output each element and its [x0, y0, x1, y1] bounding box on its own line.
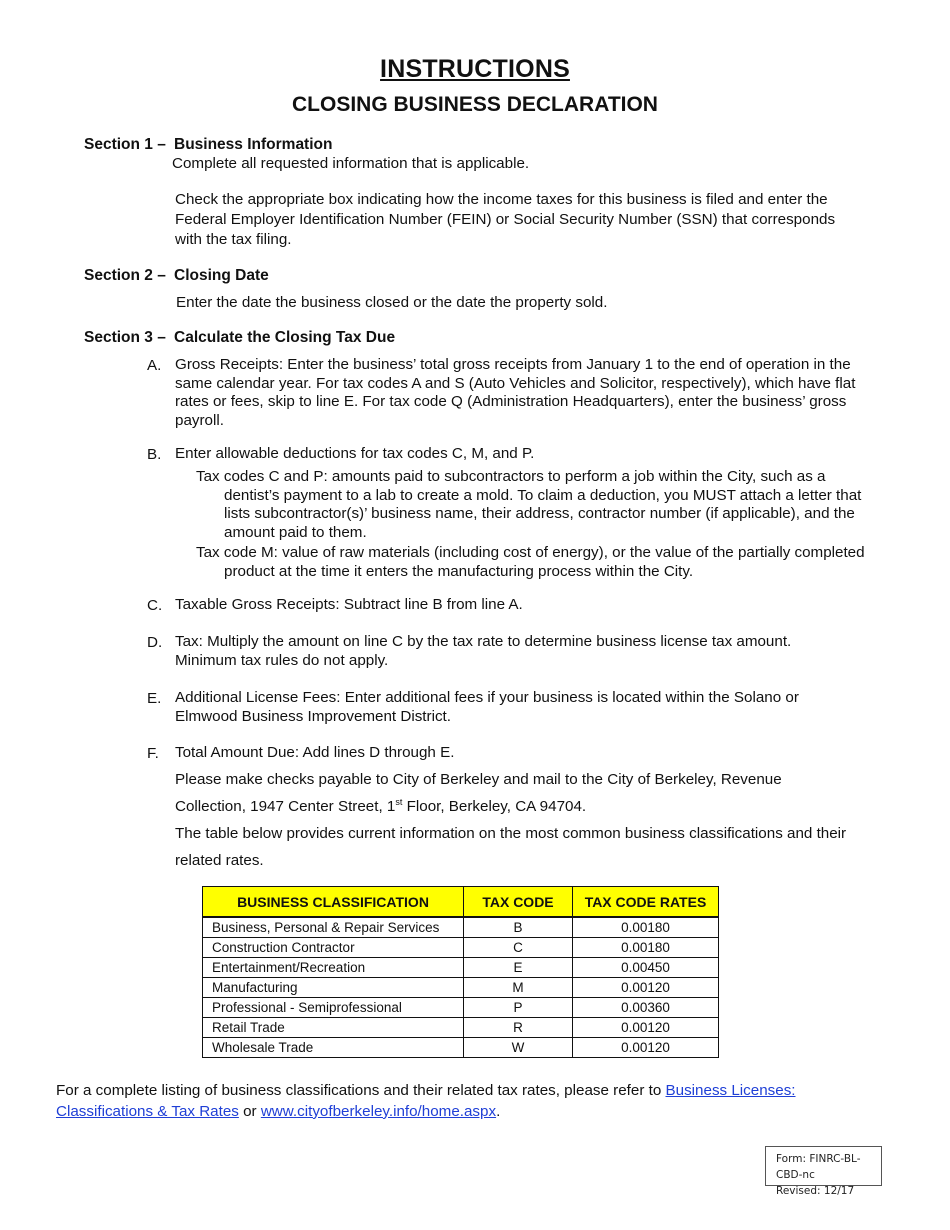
rate-cell: 0.00120: [573, 1018, 719, 1038]
section-2-number: Section 2 –: [84, 267, 166, 284]
item-b-subitem-c-p: Tax codes C and P: amounts paid to subcontractors to perform a job within the City, such as a dentist’s payment to a lab to create a mold. To claim a deduction, you MUST attach a letter that lists subcontractor(s)’ business name, their address, contractor number (if applicable), and the amount paid to them.: [196, 468, 862, 541]
section-3-number: Section 3 –: [84, 329, 166, 346]
item-a-letter: A.: [147, 357, 162, 374]
classification-cell: Retail Trade: [203, 1018, 464, 1038]
section-1-paragraph: Check the appropriate box indicating how the income taxes for this business is filed and enter the Federal Employer Identification Number (FEIN) or Social Security Number (SSN) that corresponds with the tax filing.: [175, 191, 836, 248]
item-e-text: Additional License Fees: Enter additional fees if your business is located within the Solano or Elmwood Business Improvement District.: [175, 689, 799, 725]
section-2-line: Enter the date the business closed or the date the property sold.: [176, 294, 608, 311]
page-title: INSTRUCTIONS: [380, 55, 570, 83]
section-2-heading: [84, 267, 269, 285]
form-number: Form: FINRC-BL-CBD-nc: [776, 1153, 861, 1181]
table-row: [203, 998, 719, 1018]
section-1-heading: [84, 136, 332, 154]
rate-cell: 0.00120: [573, 978, 719, 998]
table-row: [203, 1038, 719, 1058]
tax-code-cell: E: [464, 958, 573, 978]
rate-cell: 0.00450: [573, 958, 719, 978]
mailing-instructions: [175, 766, 875, 874]
classification-cell: Business, Personal & Repair Services: [203, 917, 464, 938]
tax-code-cell: C: [464, 938, 573, 958]
item-b-subitem-m: Tax code M: value of raw materials (including cost of energy), or the value of the partially completed product at the time it enters the manufacturing process within the City.: [196, 544, 865, 580]
item-e-letter: E.: [147, 690, 162, 707]
table-row: [203, 938, 719, 958]
item-d-letter: D.: [147, 634, 163, 651]
classification-cell: Manufacturing: [203, 978, 464, 998]
section-3-heading: [84, 329, 395, 347]
floor-ordinal: st: [395, 797, 403, 807]
classification-cell: Wholesale Trade: [203, 1038, 464, 1058]
item-c-text: Taxable Gross Receipts: Subtract line B from line A.: [175, 596, 523, 613]
classification-cell: Entertainment/Recreation: [203, 958, 464, 978]
footer-text-start: For a complete listing of business classifications and their related tax rates, please refer to: [56, 1082, 666, 1099]
tax-code-cell: M: [464, 978, 573, 998]
rate-cell: 0.00360: [573, 998, 719, 1018]
rate-cell: 0.00120: [573, 1038, 719, 1058]
footer-note: [56, 1081, 896, 1122]
item-d-text: Tax: Multiply the amount on line C by the tax rate to determine business license tax amount. Minimum tax rules do not apply.: [175, 633, 792, 669]
mailing-line-2: [175, 793, 875, 820]
document-subtitle: CLOSING BUSINESS DECLARATION: [292, 93, 658, 116]
tax-rates-table: [202, 886, 719, 1058]
table-row: [203, 958, 719, 978]
item-a-text: Gross Receipts: Enter the business’ total gross receipts from January 1 to the end of operation in the same calendar year. For tax codes A and S (Auto Vehicles and Solicitor, respectively), which have flat rates or fees, skip to line E. For tax code Q (Administration Headquarters), enter the business’ gross payroll.: [175, 356, 856, 429]
tax-code-cell: B: [464, 917, 573, 938]
header-business-classification: BUSINESS CLASSIFICATION: [203, 887, 464, 918]
tax-code-cell: P: [464, 998, 573, 1018]
section-1-line: Complete all requested information that is applicable.: [172, 155, 530, 172]
form-info-box: [765, 1146, 882, 1197]
table-row: [203, 917, 719, 938]
business-licenses-link[interactable]: Business Licenses: Classifications & Tax Rates: [56, 1082, 796, 1120]
mailing-address-start: Collection, 1947 Center Street, 1: [175, 798, 396, 815]
footer-text-end: .: [496, 1102, 501, 1120]
tax-code-cell: W: [464, 1038, 573, 1058]
mailing-address-end: Floor, Berkeley, CA 94704.: [402, 798, 587, 815]
table-header-row: [203, 887, 719, 918]
section-3-title: Calculate the Closing Tax Due: [174, 329, 396, 346]
classification-cell: Professional - Semiprofessional: [203, 998, 464, 1018]
item-b-letter: B.: [147, 446, 162, 463]
item-f-letter: F.: [147, 745, 159, 762]
header-tax-code-rates: TAX CODE RATES: [573, 887, 719, 918]
footer-text-or: or: [238, 1102, 261, 1120]
section-1-number: Section 1 –: [84, 136, 166, 153]
classification-cell: Construction Contractor: [203, 938, 464, 958]
form-revised-date: Revised: 12/17: [776, 1185, 855, 1197]
item-c-letter: C.: [147, 597, 163, 614]
mailing-line-1: Please make checks payable to City of Berkeley and mail to the City of Berkeley, Revenue: [175, 771, 782, 788]
rate-cell: 0.00180: [573, 917, 719, 938]
header-tax-code: TAX CODE: [464, 887, 573, 918]
section-2-title: Closing Date: [174, 267, 269, 284]
city-website-link[interactable]: www.cityofberkeley.info/home.aspx: [260, 1102, 497, 1120]
table-row: [203, 978, 719, 998]
item-b-text: Enter allowable deductions for tax codes C, M, and P.: [175, 445, 535, 462]
tax-code-cell: R: [464, 1018, 573, 1038]
table-row: [203, 1018, 719, 1038]
section-1-title: Business Information: [174, 136, 333, 153]
table-intro: The table below provides current information on the most common business classifications and their related rates.: [175, 825, 847, 869]
rate-cell: 0.00180: [573, 938, 719, 958]
item-f-text: Total Amount Due: Add lines D through E.: [175, 744, 455, 761]
